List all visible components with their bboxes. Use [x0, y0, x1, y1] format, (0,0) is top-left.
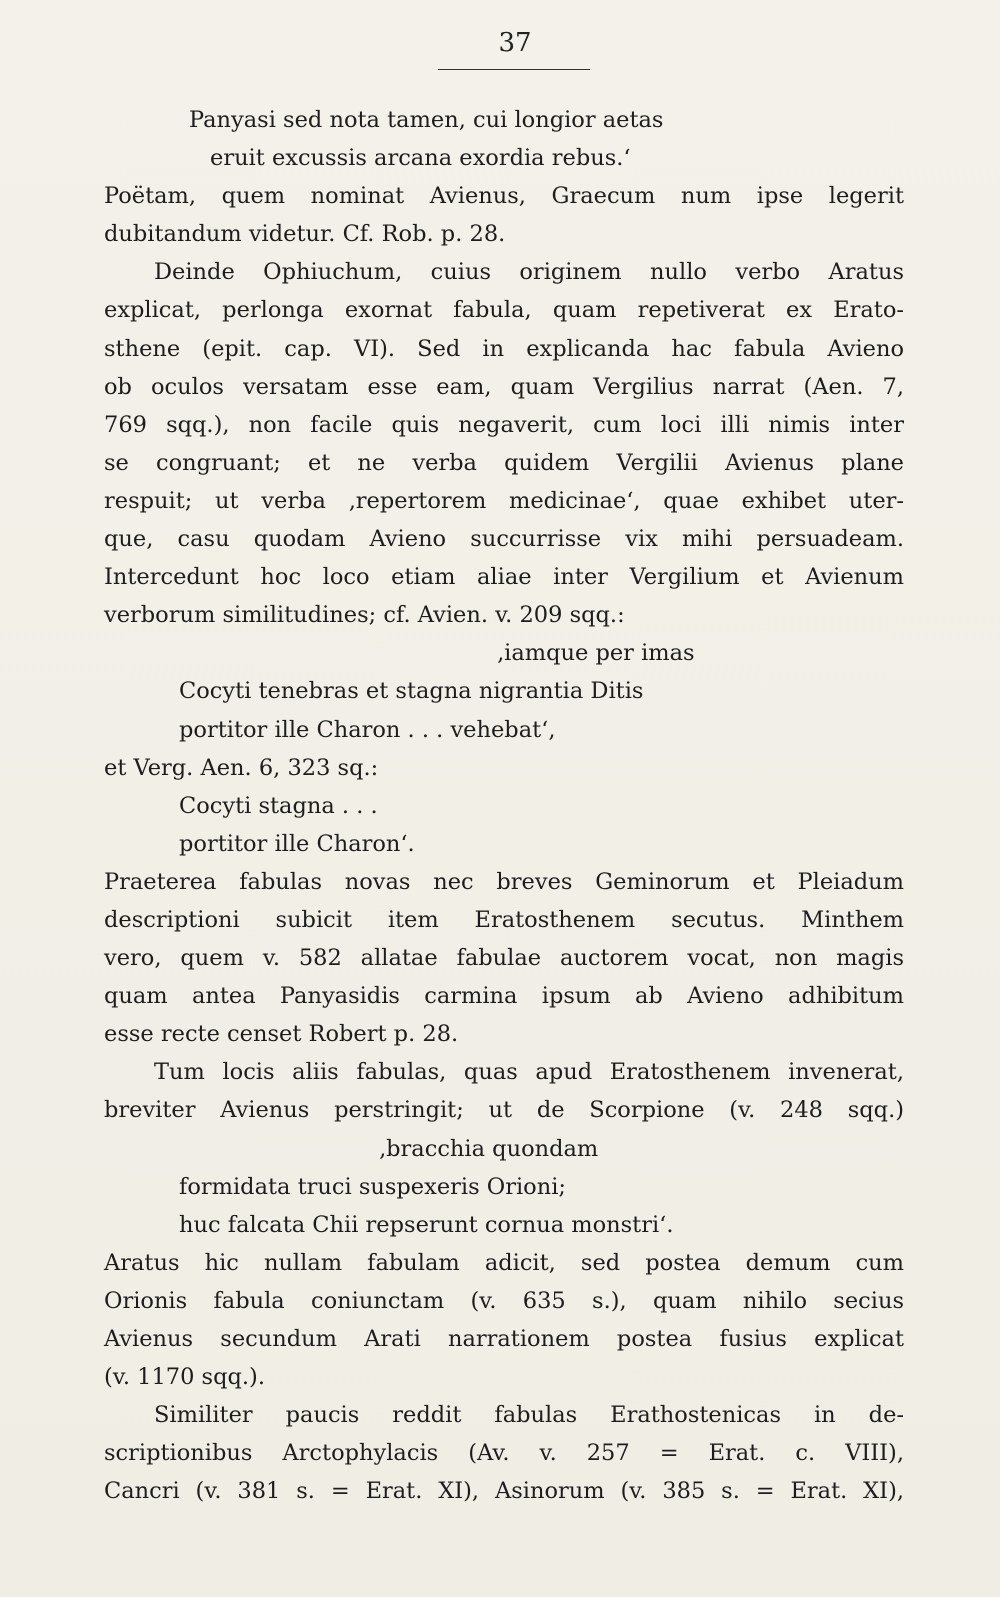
- text-line: respuit; ut verba ‚repertorem medicinae‘, quae exhibet uter-: [104, 487, 904, 514]
- text-line: 769 sqq.), non facile quis negaverit, cum loci illi nimis inter: [104, 411, 904, 438]
- text-line: Avienus secundum Arati narrationem postea fusius explicat: [104, 1326, 904, 1352]
- text-line: Deinde Ophiuchum, cuius originem nullo verbo Aratus: [154, 259, 904, 286]
- text-line: dubitandum videtur. Cf. Rob. p. 28.: [104, 221, 506, 248]
- text-line: Intercedunt hoc loco etiam aliae inter Vergilium et Avienum: [104, 564, 904, 591]
- text-line: verborum similitudines; cf. Avien. v. 209 sqq.:: [104, 602, 625, 629]
- header-rule: [438, 69, 590, 70]
- text-line: Cocyti stagna . . .: [179, 792, 378, 819]
- text-line: que, casu quodam Avieno succurrisse vix mihi persuadeam.: [104, 526, 904, 553]
- text-line: Similiter paucis reddit fabulas Erathostenicas in de-: [154, 1402, 904, 1429]
- text-line: Aratus hic nullam fabulam adicit, sed postea demum cum: [104, 1249, 904, 1276]
- text-line: esse recte censet Robert p. 28.: [104, 1021, 459, 1048]
- text-line: et Verg. Aen. 6, 323 sq.:: [104, 754, 379, 781]
- text-line: se congruant; et ne verba quidem Vergilii Avienus plane: [104, 449, 904, 476]
- body-text: [104, 101, 904, 1510]
- text-line: Praeterea fabulas novas nec breves Geminorum et Pleiadum: [104, 868, 904, 895]
- text-line: eruit excussis arcana exordia rebus.‘: [210, 145, 631, 172]
- text-line: huc falcata Chii repserunt cornua monstri‘.: [179, 1211, 674, 1238]
- text-line: breviter Avienus perstringit; ut de Scorpione (v. 248 sqq.): [104, 1097, 904, 1124]
- text-line: scriptionibus Arctophylacis (Av. v. 257 = Erat. c. VIII),: [104, 1440, 904, 1467]
- text-line: portitor ille Charon‘.: [179, 830, 415, 857]
- text-line: formidata truci suspexeris Orioni;: [179, 1173, 566, 1200]
- text-line: ob oculos versatam esse eam, quam Vergilius narrat (Aen. 7,: [104, 373, 904, 400]
- text-line: quam antea Panyasidis carmina ipsum ab Avieno adhibitum: [104, 983, 904, 1010]
- text-line: ‚iamque per imas: [497, 640, 695, 667]
- text-line: Orionis fabula coniunctam (v. 635 s.), quam nihilo secius: [104, 1287, 904, 1314]
- text-line: (v. 1170 sqq.).: [104, 1364, 265, 1391]
- text-line: descriptioni subicit item Eratosthenem secutus. Minthem: [104, 906, 904, 933]
- text-line: sthene (epit. cap. VI). Sed in explicanda hac fabula Avieno: [104, 335, 904, 362]
- text-line: portitor ille Charon . . . vehebat‘,: [179, 716, 556, 743]
- text-line: vero, quem v. 582 allatae fabulae auctorem vocat, non magis: [104, 945, 904, 972]
- text-line: ‚bracchia quondam: [379, 1135, 599, 1162]
- text-line: Cancri (v. 381 s. = Erat. XI), Asinorum (v. 385 s. = Erat. XI),: [104, 1478, 904, 1505]
- page-number: 37: [498, 28, 532, 58]
- text-line: explicat, perlonga exornat fabula, quam repetiverat ex Erato-: [104, 297, 904, 324]
- text-line: Panyasi sed nota tamen, cui longior aetas: [189, 107, 664, 133]
- text-line: Poëtam, quem nominat Avienus, Graecum num ipse legerit: [104, 183, 904, 210]
- text-line: Cocyti tenebras et stagna nigrantia Ditis: [179, 678, 644, 705]
- text-line: Tum locis aliis fabulas, quas apud Eratosthenem invenerat,: [154, 1059, 904, 1086]
